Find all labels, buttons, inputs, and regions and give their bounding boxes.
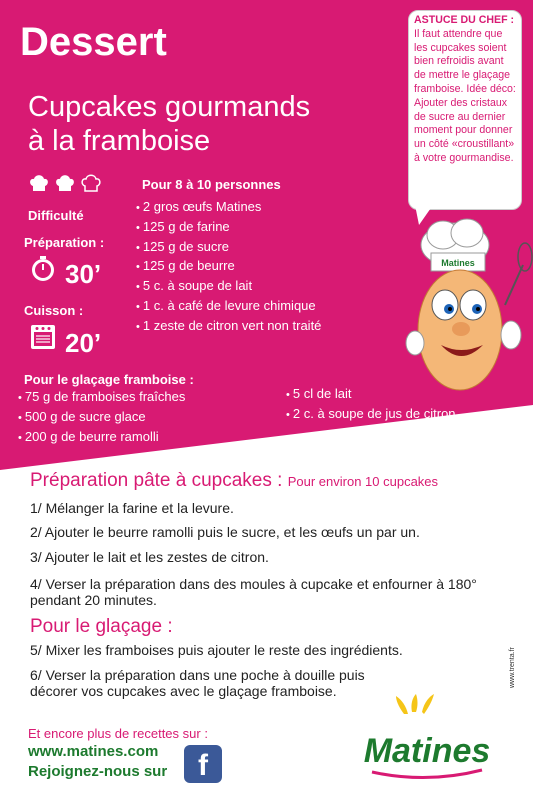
glacage-step-6: 6/ Verser la préparation dans une poche à douille puis décorer vos cupcakes avec le glaçage framboise.: [30, 667, 365, 699]
glacage-ingredient-list-left: [18, 388, 185, 447]
egg-chef-mascot: [405, 205, 533, 405]
glacage-title: Pour le glaçage :: [30, 616, 173, 637]
chef-hat-filled-icon: [28, 172, 50, 194]
ingredient-item: • 200 g de beurre ramolli: [18, 428, 185, 448]
website-link[interactable]: www.matines.com: [28, 743, 159, 760]
chef-tip: [414, 14, 518, 166]
ingredient-item: • 2 gros œufs Matines: [136, 198, 321, 218]
glacage-ingredients-title: Pour le glaçage framboise :: [24, 372, 194, 387]
preparation-step-2: 2/ Ajouter le beurre ramolli puis le sucre, et les œufs un par un.: [30, 524, 420, 540]
difficulty-rating: [28, 172, 102, 194]
more-recipes-text: Et encore plus de recettes sur :: [28, 726, 208, 741]
preparation-step-4: 4/ Verser la préparation dans des moules à cupcake et enfourner à 180° pendant 20 minutes.: [30, 576, 477, 608]
ingredient-item: • 1 c. à café de levure chimique: [136, 297, 321, 317]
stopwatch-icon: [30, 256, 56, 282]
recipe-title-line-2: à la framboise: [28, 125, 211, 157]
chef-hat-outline-icon: [80, 172, 102, 194]
cook-label: Cuisson :: [24, 303, 84, 318]
ingredient-item: • 1 zeste de citron vert non traité: [136, 317, 321, 337]
ingredient-item: • 125 g de sucre: [136, 238, 321, 258]
oven-icon: [30, 324, 56, 350]
chef-tip-title: ASTUCE DU CHEF :: [414, 14, 515, 26]
matines-logo: [352, 692, 502, 792]
prep-time: 30’: [65, 259, 102, 289]
preparation-step-1: 1/ Mélanger la farine et la levure.: [30, 500, 234, 516]
ingredient-item: • 75 g de framboises fraîches: [18, 388, 185, 408]
ingredient-item: • 5 cl de lait: [286, 385, 456, 405]
preparation-step-3: 3/ Ajouter le lait et les zestes de citron.: [30, 549, 269, 565]
facebook-icon[interactable]: f: [184, 745, 222, 783]
ingredient-item: • 5 c. à soupe de lait: [136, 277, 321, 297]
preparation-title-text: Préparation pâte à cupcakes :: [30, 470, 283, 491]
page-title: Dessert: [20, 20, 167, 64]
ingredient-item: • 2 c. à soupe de jus de citron: [286, 405, 456, 425]
prep-label: Préparation :: [24, 235, 105, 250]
ingredient-item: • 125 g de beurre: [136, 257, 321, 277]
ingredient-item: • 125 g de farine: [136, 218, 321, 238]
hat-logo-text: Matines: [441, 258, 475, 268]
recipe-title: [28, 90, 310, 158]
recipe-title-line-1: Cupcakes gourmands: [28, 91, 311, 123]
preparation-title: [30, 470, 438, 493]
ingredient-item: • 500 g de sucre glace: [18, 408, 185, 428]
credit-text: www.trenta.fr: [509, 647, 516, 688]
preparation-note: Pour environ 10 cupcakes: [287, 474, 439, 489]
ingredient-list: [136, 198, 321, 337]
chef-tip-text: Il faut attendre que les cupcakes soient bien refroidis avant de mettre le glaçage framboise. Idée déco: Ajouter des cristaux de sucre au dernier moment pour donner un côté «croustillant» à votre gourmandise.: [414, 27, 516, 164]
glacage-step-5: 5/ Mixer les framboises puis ajouter le reste des ingrédients.: [30, 642, 403, 658]
matines-logo-text: Matines: [363, 732, 491, 770]
chef-hat-filled-icon: [54, 172, 76, 194]
difficulty-label: Difficulté: [28, 208, 84, 223]
cook-time: 20’: [65, 328, 102, 358]
credit-vertical: [505, 600, 517, 690]
servings-title: Pour 8 à 10 personnes: [142, 177, 281, 192]
join-us-text: Rejoignez-nous sur: [28, 763, 168, 780]
